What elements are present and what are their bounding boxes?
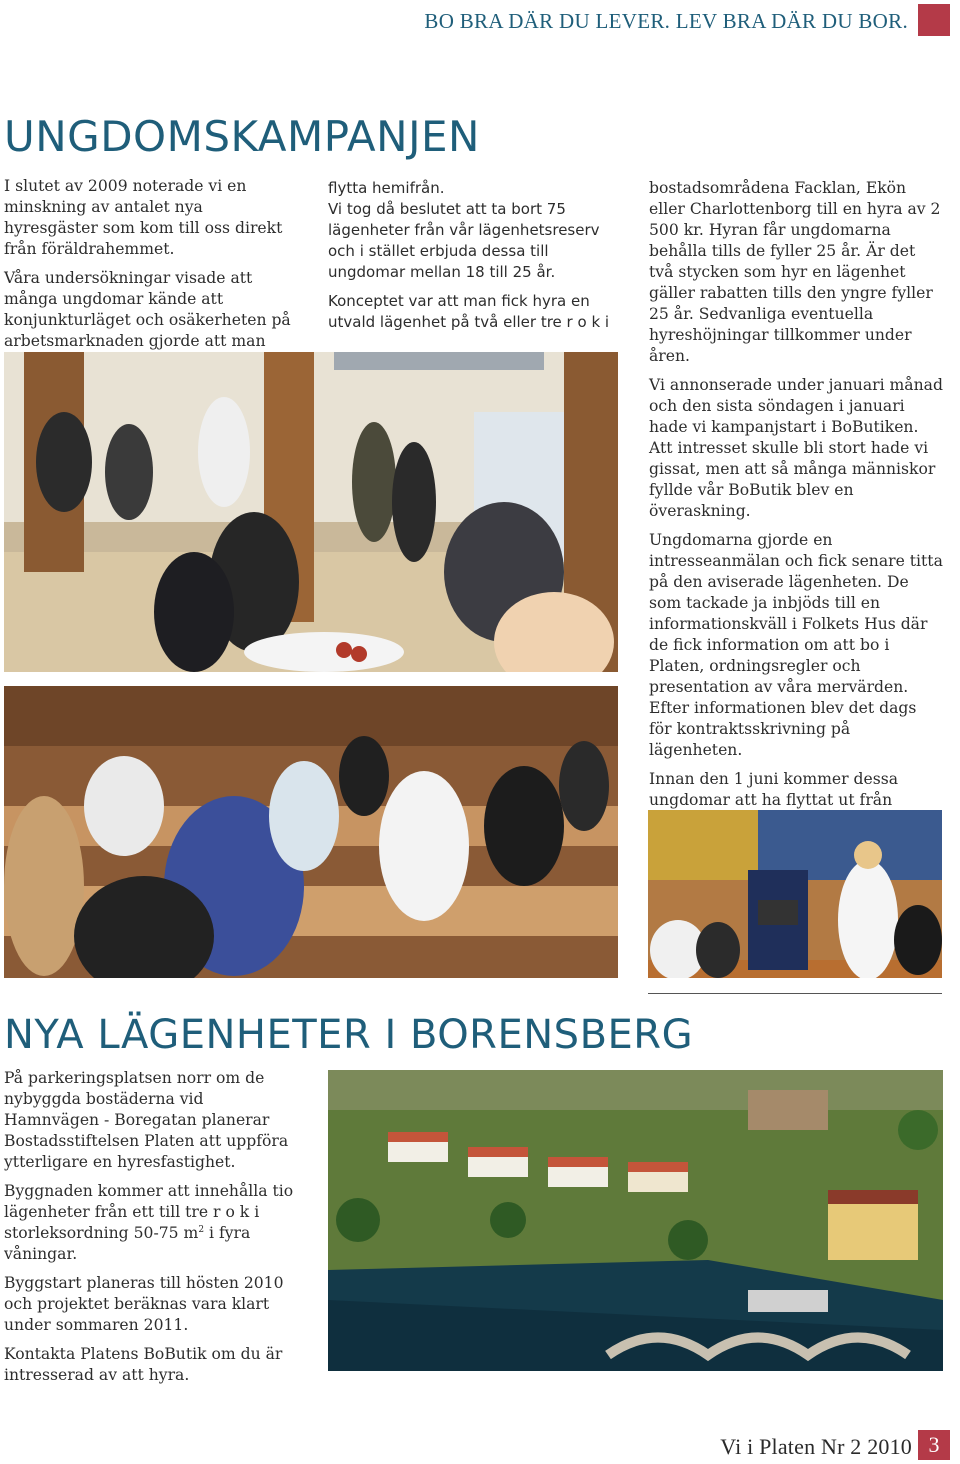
- bobutik-crowd-photo: [4, 352, 618, 672]
- campaign-paragraph: Vi annonserade under januari månad och den sista söndagen i januari hade vi kampanjstart i BoButiken. Att intresset skulle bli stort hade vi gissat, men att så många människor fyllde vår BoButik blev en överaskning.: [649, 376, 943, 520]
- campaign-paragraph: bostadsområdena Facklan, Ekön eller Charlottenborg till en hyra av 2 500 kr. Hyran får ungdomarna behålla tills de fyller 25 år. Är det två stycken som hyr en lägenhet gäller rabatten tills den yngre fyller 25 år. Sedvanliga eventuella hyreshöjningar tillkommer under åren.: [649, 179, 941, 365]
- campaign-paragraph: Innan den 1 juni kommer dessa ungdomar att ha flyttat ut från: [649, 770, 899, 809]
- borensberg-paragraph: Kontakta Platens BoButik om du är intresserad av att hyra.: [4, 1345, 283, 1384]
- auditorium-audience-photo: [4, 686, 618, 978]
- header-accent-square: [918, 4, 950, 36]
- campaign-column-3: [649, 178, 943, 911]
- borensberg-paragraph: På parkeringsplatsen norr om de nybyggda bostäderna vid Hamnvägen - Boregatan planerar Bostadsstiftelsen Platen att uppföra ytterligare en hyresfastighet.: [4, 1069, 289, 1171]
- campaign-paragraph: Konceptet var att man fick hyra en utvald lägenhet på två eller tre r o k i: [328, 292, 610, 331]
- size-text: Byggnaden kommer att innehålla tio lägenheter från ett till tre r o k i storleksordning 50-75 m: [4, 1182, 294, 1242]
- header-tagline: BO BRA DÄR DU LEVER. LEV BRA DÄR DU BOR.: [424, 9, 908, 33]
- borensberg-paragraph-size: [4, 1181, 300, 1265]
- campaign-paragraph: I slutet av 2009 noterade vi en minskning av antalet nya hyresgäster som kom till oss direkt från föräldrahemmet.: [4, 177, 283, 258]
- borensberg-column: [4, 1068, 300, 1394]
- campaign-column-1: [4, 176, 294, 381]
- section-divider: [648, 993, 942, 994]
- borensberg-title: NYA LÄGENHETER I BORENSBERG: [4, 1012, 694, 1058]
- page-number: 3: [918, 1430, 950, 1460]
- size-superscript: 2: [198, 1224, 205, 1235]
- campaign-paragraph: flytta hemifrån.: [328, 179, 445, 197]
- campaign-title: UNGDOMSKAMPANJEN: [4, 112, 480, 161]
- size-text-end: i fyra våningar.: [4, 1224, 251, 1263]
- campaign-column-2: [328, 178, 618, 341]
- campaign-paragraph: Våra undersökningar visade att många ungdomar kände att konjunkturläget och osäkerheten på arbetsmarknaden gjorde att man: [4, 269, 291, 350]
- campaign-paragraph: Ungdomarna gjorde en intresseanmälan och fick senare titta på den aviserade lägenheten. De som tackade ja inbjöds till en informationskväll i Folkets Hus där de fick information om att bo i Platen, ordningsregler och presentation av våra mervärden. Efter informationen blev det dags för kontraktsskrivning på lägenheten.: [649, 531, 943, 759]
- campaign-paragraph: Vi tog då beslutet att ta bort 75 lägenheter från vår lägenhetsreserv och i stället erbjuda dessa till ungdomar mellan 18 till 25 år.: [328, 200, 600, 281]
- aerial-town-photo: [328, 1070, 943, 1371]
- magazine-footer: Vi i Platen Nr 2 2010: [720, 1434, 912, 1459]
- borensberg-paragraph: Byggstart planeras till hösten 2010 och projektet beräknas vara klart under sommaren 2011.: [4, 1274, 284, 1334]
- presenter-photo: [648, 810, 942, 978]
